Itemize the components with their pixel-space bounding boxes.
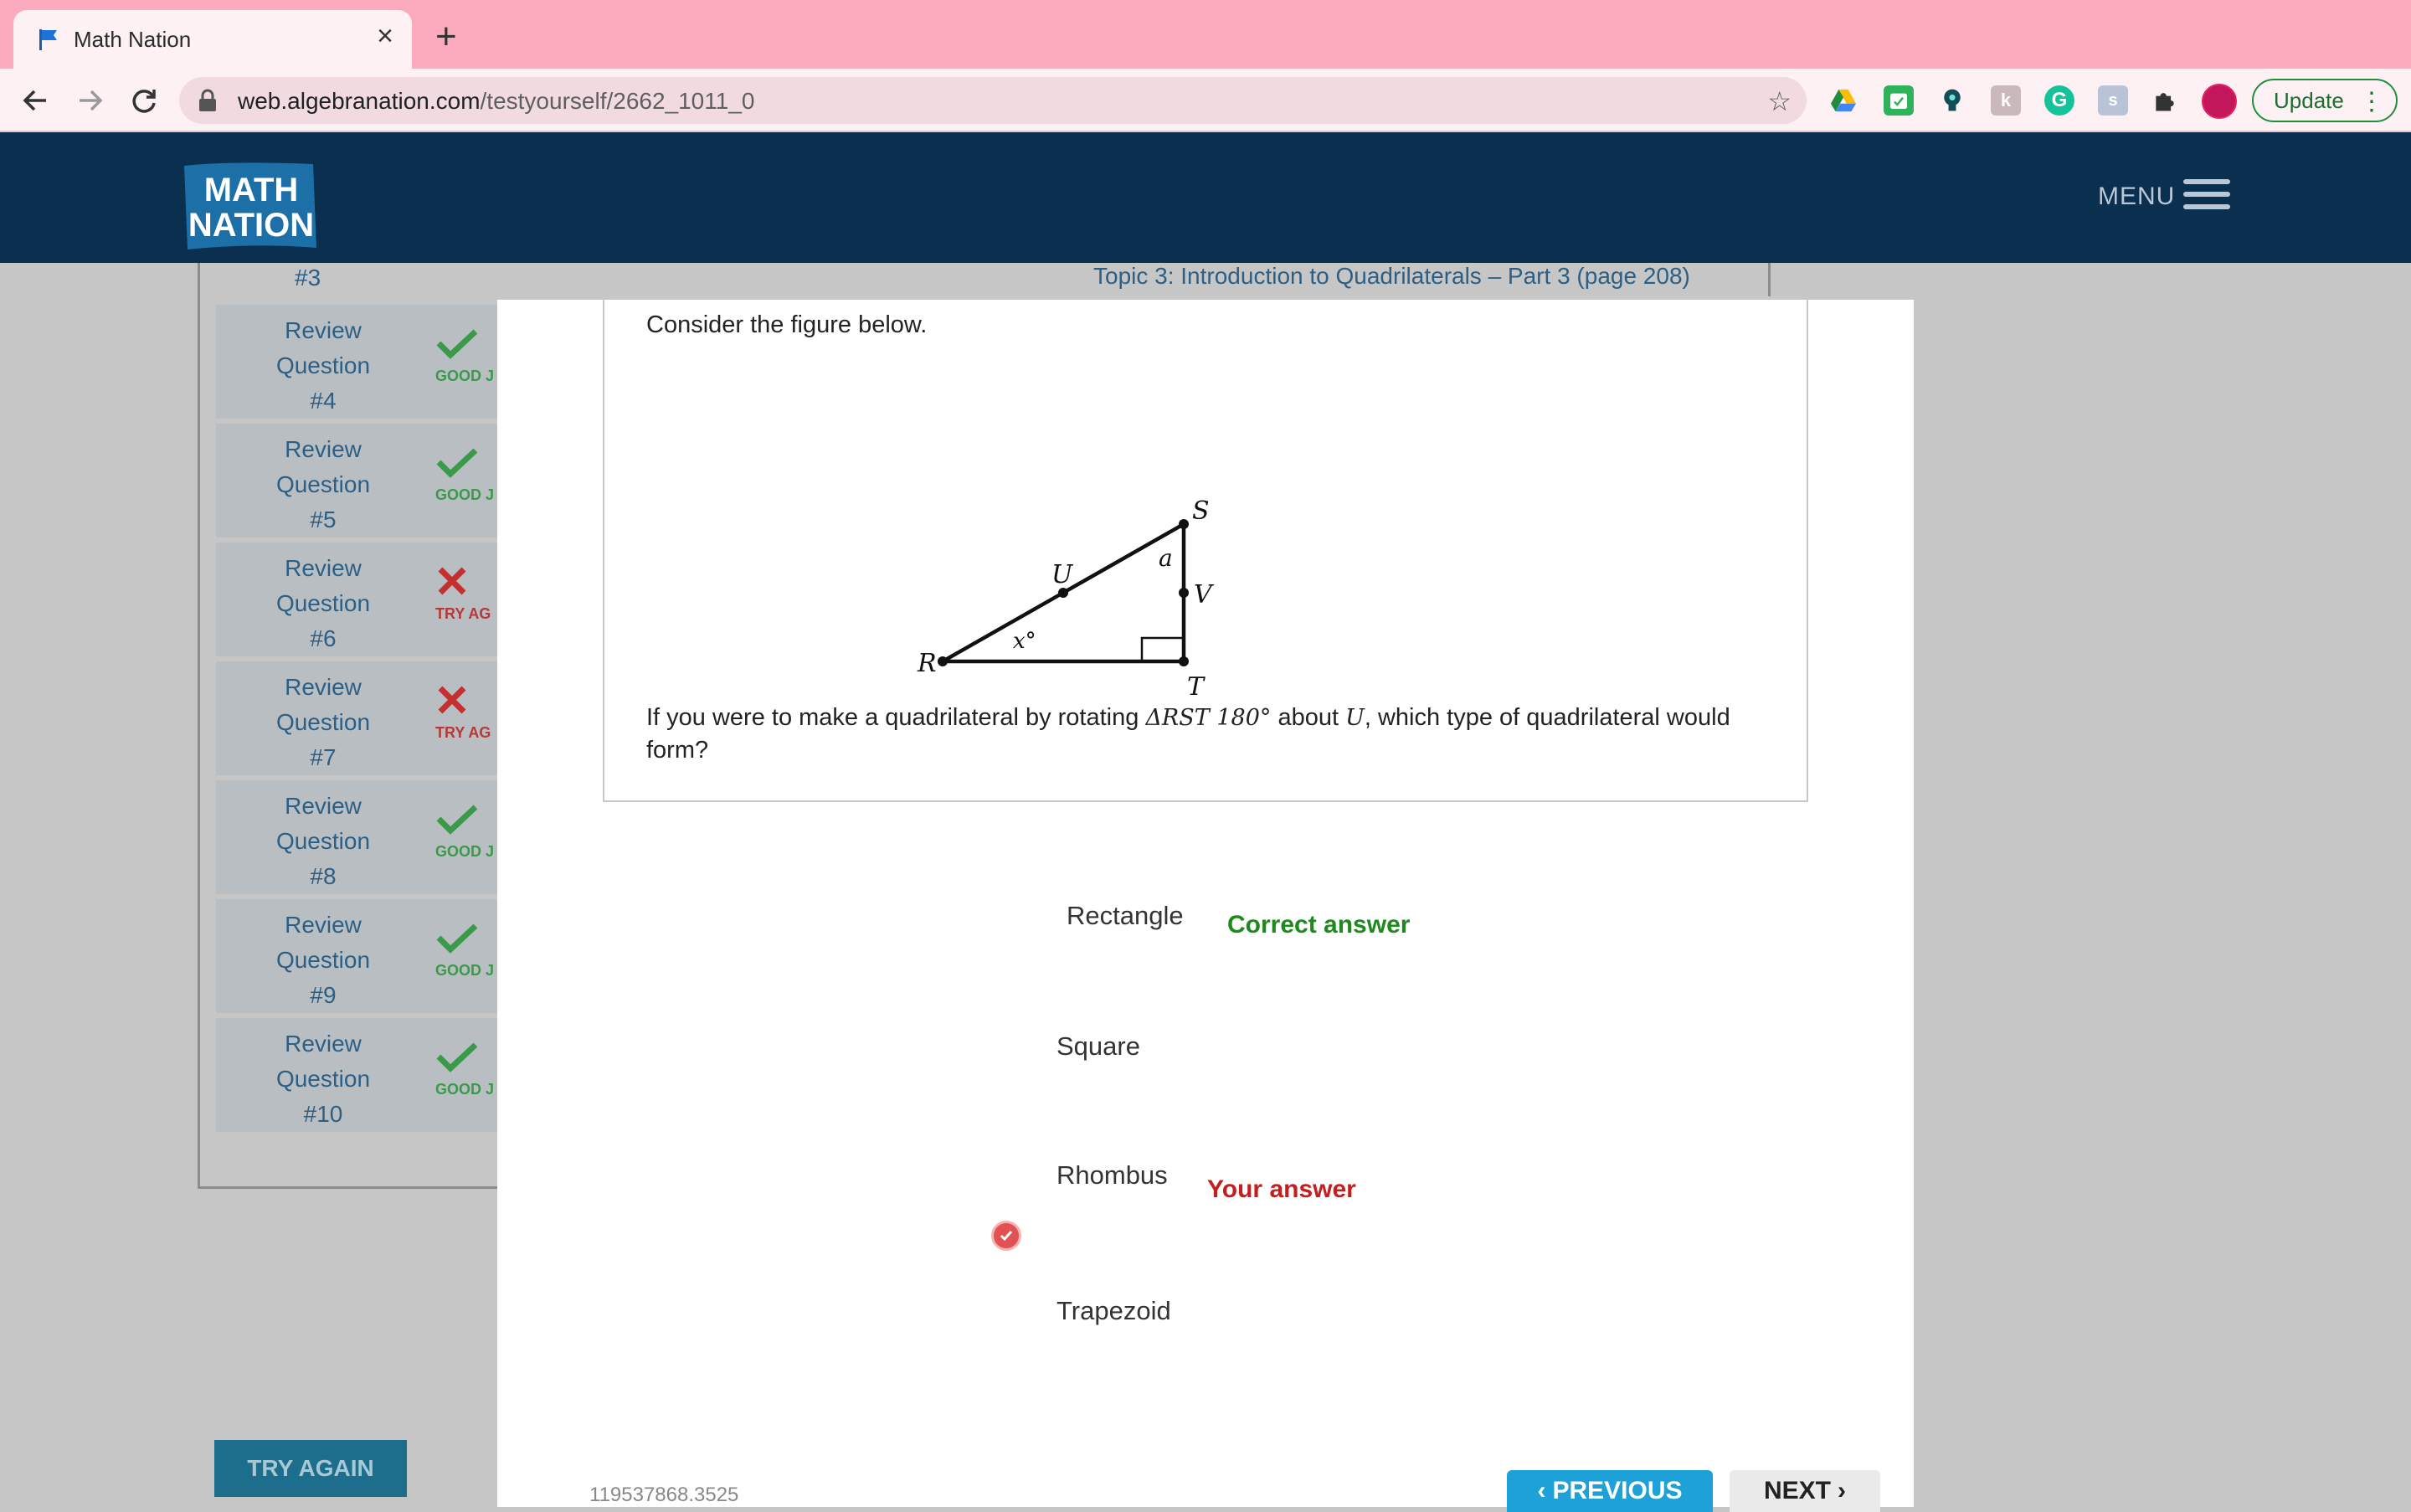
checkmark-icon [435, 447, 479, 477]
browser-tab[interactable] [13, 10, 412, 69]
previous-button[interactable]: ‹ PREVIOUS [1507, 1470, 1713, 1512]
label-r: R [918, 649, 937, 678]
question-intro: Consider the figure below. [646, 311, 928, 338]
tab-title: Math Nation [74, 27, 192, 52]
review-question-item[interactable]: Review Question #10 GOOD J [216, 1018, 501, 1132]
update-button[interactable] [2252, 79, 2398, 122]
reload-icon [130, 86, 158, 115]
answer-rhombus[interactable]: Rhombus [1056, 1160, 1168, 1190]
review-question-item[interactable]: Review Question #9 GOOD J [216, 899, 501, 1013]
try-again-button[interactable]: TRY AGAIN [214, 1440, 407, 1497]
checkmark-icon [435, 1041, 479, 1072]
extension-calendar-icon[interactable] [1884, 85, 1914, 116]
label-s: S [1192, 496, 1210, 526]
chevron-right-icon: › [1838, 1477, 1846, 1504]
review-question-item[interactable]: Review Question #7 TRY AG [216, 661, 501, 775]
update-label: Update [2274, 87, 2344, 113]
address-bar[interactable] [179, 77, 1807, 124]
question-box [603, 296, 1808, 802]
reload-button[interactable] [126, 82, 162, 119]
puzzle-icon[interactable] [2150, 85, 2180, 116]
hamburger-menu-icon[interactable] [2183, 179, 2230, 216]
correct-answer-label: Correct answer [1227, 911, 1411, 939]
checkmark-icon [435, 923, 479, 953]
browser-tab-bar [0, 0, 2411, 69]
answer-square[interactable]: Square [1056, 1031, 1140, 1061]
label-u: U [1051, 560, 1073, 589]
forward-button[interactable] [72, 82, 109, 119]
x-mark-icon [435, 685, 469, 715]
next-button[interactable]: NEXT › [1730, 1470, 1880, 1512]
menu-label[interactable]: MENU [2098, 183, 2176, 210]
review-question-3-number: #3 [295, 265, 321, 291]
site-header [0, 132, 2411, 263]
review-question-item[interactable]: Review Question #4 GOOD J [216, 305, 501, 419]
close-tab-icon[interactable]: × [377, 20, 393, 52]
extension-s-icon[interactable]: s [2098, 85, 2128, 116]
arrow-left-icon [21, 86, 49, 115]
svg-text:MATH: MATH [203, 172, 299, 208]
flag-icon [35, 27, 60, 52]
x-mark-icon [435, 566, 469, 596]
extension-bulb-icon[interactable] [1937, 85, 1967, 116]
selected-check-icon [991, 1221, 1021, 1251]
back-button[interactable] [17, 82, 54, 119]
google-drive-icon[interactable] [1828, 85, 1858, 116]
label-t: T [1187, 672, 1205, 702]
triangle-figure [918, 368, 1450, 712]
profile-avatar[interactable] [2202, 84, 2237, 119]
topic-link[interactable]: Topic 3: Introduction to Quadrilaterals – Part 3 (page 208) [1093, 263, 1690, 289]
more-vertical-icon: ⋮ [2359, 88, 2384, 116]
review-question-item[interactable]: Review Question #8 GOOD J [216, 780, 501, 894]
answer-rectangle[interactable]: Rectangle [1067, 901, 1184, 930]
chevron-left-icon: ‹ [1537, 1477, 1546, 1504]
review-question-item[interactable]: Review Question #5 GOOD J [216, 424, 501, 537]
lock-icon [198, 89, 218, 112]
angle-label: x° [1013, 629, 1036, 654]
browser-toolbar [0, 69, 2411, 132]
your-answer-label: Your answer [1207, 1175, 1356, 1203]
math-nation-logo[interactable] [179, 159, 321, 253]
url-text: web.algebranation.com/testyourself/2662_1011_0 [238, 88, 755, 114]
question-modal [497, 300, 1914, 1507]
new-tab-button[interactable]: + [435, 16, 457, 57]
question-text: If you were to make a quadrilateral by rotating ΔRST 180° about U, which type of quadrilateral would form? [646, 704, 1730, 764]
question-id: 119537868.3525 [589, 1484, 739, 1506]
review-question-item[interactable]: Review Question #6 TRY AG [216, 543, 501, 656]
arrow-right-icon [76, 86, 105, 115]
bookmark-star-icon[interactable]: ☆ [1767, 86, 1792, 116]
extension-k-icon[interactable]: k [1991, 85, 2021, 116]
grammarly-icon[interactable]: G [2044, 85, 2074, 116]
svg-text:NATION: NATION [188, 207, 315, 244]
checkmark-icon [435, 328, 479, 358]
answer-trapezoid[interactable]: Trapezoid [1056, 1296, 1171, 1325]
panel-divider [1768, 263, 1771, 298]
label-v: V [1194, 580, 1212, 609]
checkmark-icon [435, 804, 479, 834]
label-a: a [1159, 544, 1173, 572]
